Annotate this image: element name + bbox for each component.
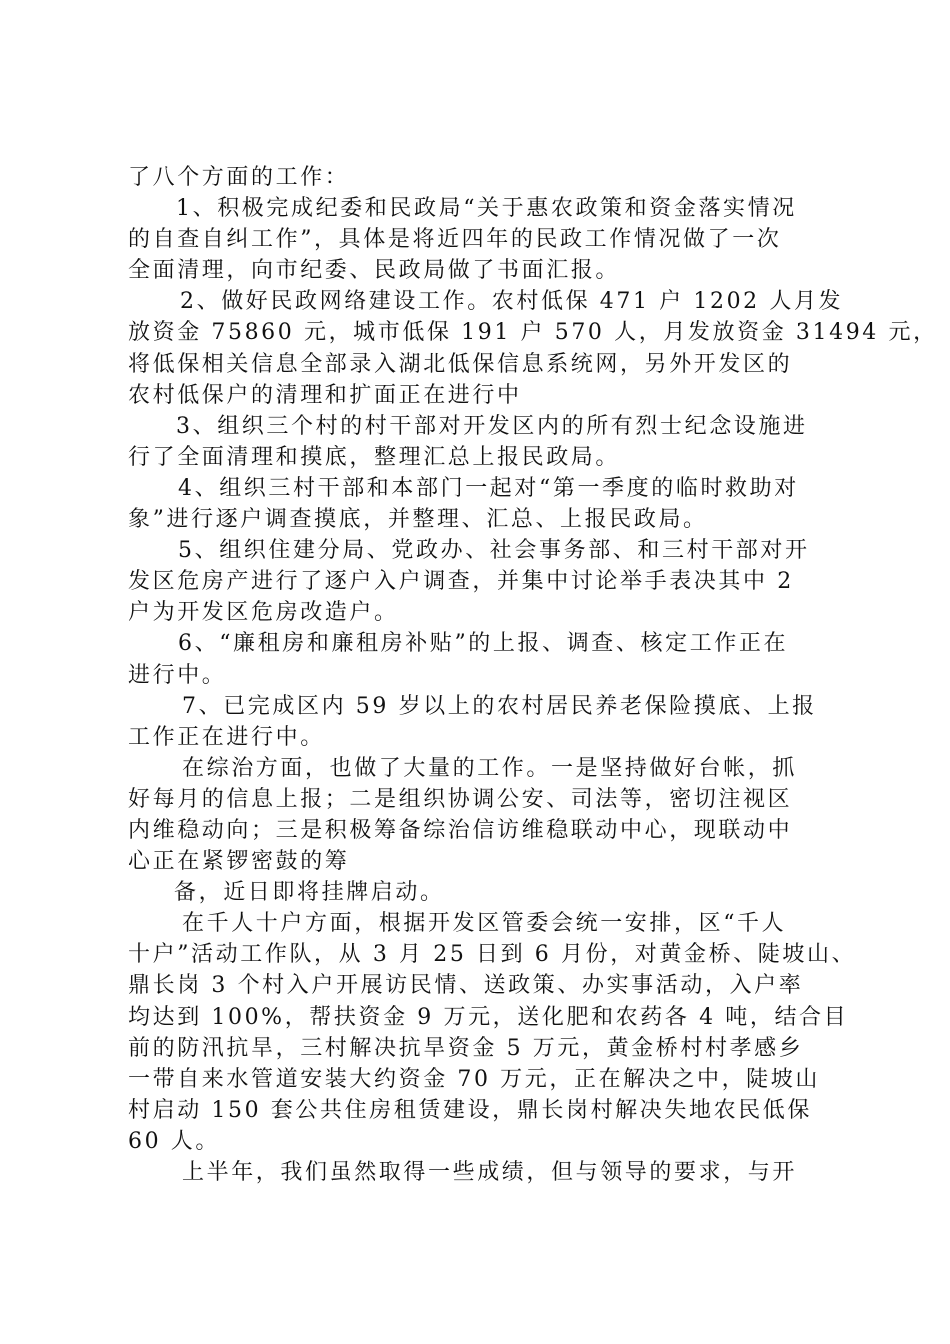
document-line: 2、做好民政网络建设工作。农村低保 471 户 1202 人月发	[180, 289, 844, 315]
document-line: 十户”活动工作队，从 3 月 25 日到 6 月份，对黄金桥、陡坡山、	[128, 942, 857, 968]
document-line: 的自查自纠工作”，具体是将近四年的民政工作情况做了一次	[128, 227, 782, 253]
document-line: 备，近日即将挂牌启动。	[174, 880, 445, 906]
document-line: 好每月的信息上报；二是组织协调公安、司法等，密切注视区	[128, 786, 793, 812]
document-line: 6、“廉租房和廉租房补贴”的上报、调查、核定工作正在	[178, 631, 789, 657]
document-line: 心正在紧锣密鼓的筹	[128, 849, 350, 875]
document-line: 户为开发区危房改造户。	[128, 600, 399, 626]
document-line: 上半年，我们虽然取得一些成绩，但与领导的要求，与开	[182, 1160, 798, 1185]
document-line: 进行中。	[128, 662, 227, 688]
document-line: 象”进行逐户调查摸底，并整理、汇总、上报民政局。	[128, 507, 708, 533]
document-line: 前的防汛抗旱，三村解决抗旱资金 5 万元，黄金桥村村孝感乡	[128, 1035, 804, 1061]
document-line: 60 人。	[128, 1128, 220, 1154]
document-line: 7、已完成区内 59 岁以上的农村居民养老保险摸底、上报	[182, 693, 817, 719]
document-line: 在综治方面，也做了大量的工作。一是坚持做好台帐，抓	[182, 755, 798, 781]
document-line: 在千人十户方面，根据开发区管委会统一安排，区“千人	[182, 911, 787, 937]
document-line: 5、组织住建分局、党政办、社会事务部、和三村干部对开	[178, 538, 810, 564]
document-line: 4、组织三村干部和本部门一起对“第一季度的临时救助对	[178, 475, 799, 501]
document-line: 将低保相关信息全部录入湖北低保信息系统网，另外开发区的	[128, 351, 793, 377]
document-line: 内维稳动向；三是积极筹备综治信访维稳联动中心，现联动中	[128, 817, 793, 843]
document-line: 村启动 150 套公共住房租赁建设，鼎长岗村解决失地农民低保	[128, 1097, 812, 1123]
document-line: 1、积极完成纪委和民政局“关于惠农政策和资金落实情况	[176, 196, 797, 222]
document-line: 了八个方面的工作：	[128, 165, 350, 190]
document-line: 一带自来水管道安装大约资金 70 万元，正在解决之中，陡坡山	[128, 1066, 820, 1092]
document-line: 全面清理，向市纪委、民政局做了书面汇报。	[128, 258, 621, 284]
document-line: 发区危房产进行了逐户入户调查，并集中讨论举手表决其中 2	[128, 569, 794, 595]
document-body	[128, 162, 938, 1188]
document-line: 放资金 75860 元，城市低保 191 户 570 人，月发放资金 31494 元，	[128, 320, 938, 346]
document-line: 工作正在进行中。	[128, 724, 325, 750]
document-line: 鼎长岗 3 个村入户开展访民情、送政策、办实事活动，入户率	[128, 973, 804, 999]
document-line: 农村低保户的清理和扩面正在进行中	[128, 382, 522, 408]
document-line: 3、组织三个村的村干部对开发区内的所有烈士纪念设施进	[176, 413, 808, 439]
document-line: 均达到 100%，帮扶资金 9 万元，送化肥和农药各 4 吨，结合目	[128, 1004, 849, 1030]
document-line: 行了全面清理和摸底，整理汇总上报民政局。	[128, 444, 621, 470]
